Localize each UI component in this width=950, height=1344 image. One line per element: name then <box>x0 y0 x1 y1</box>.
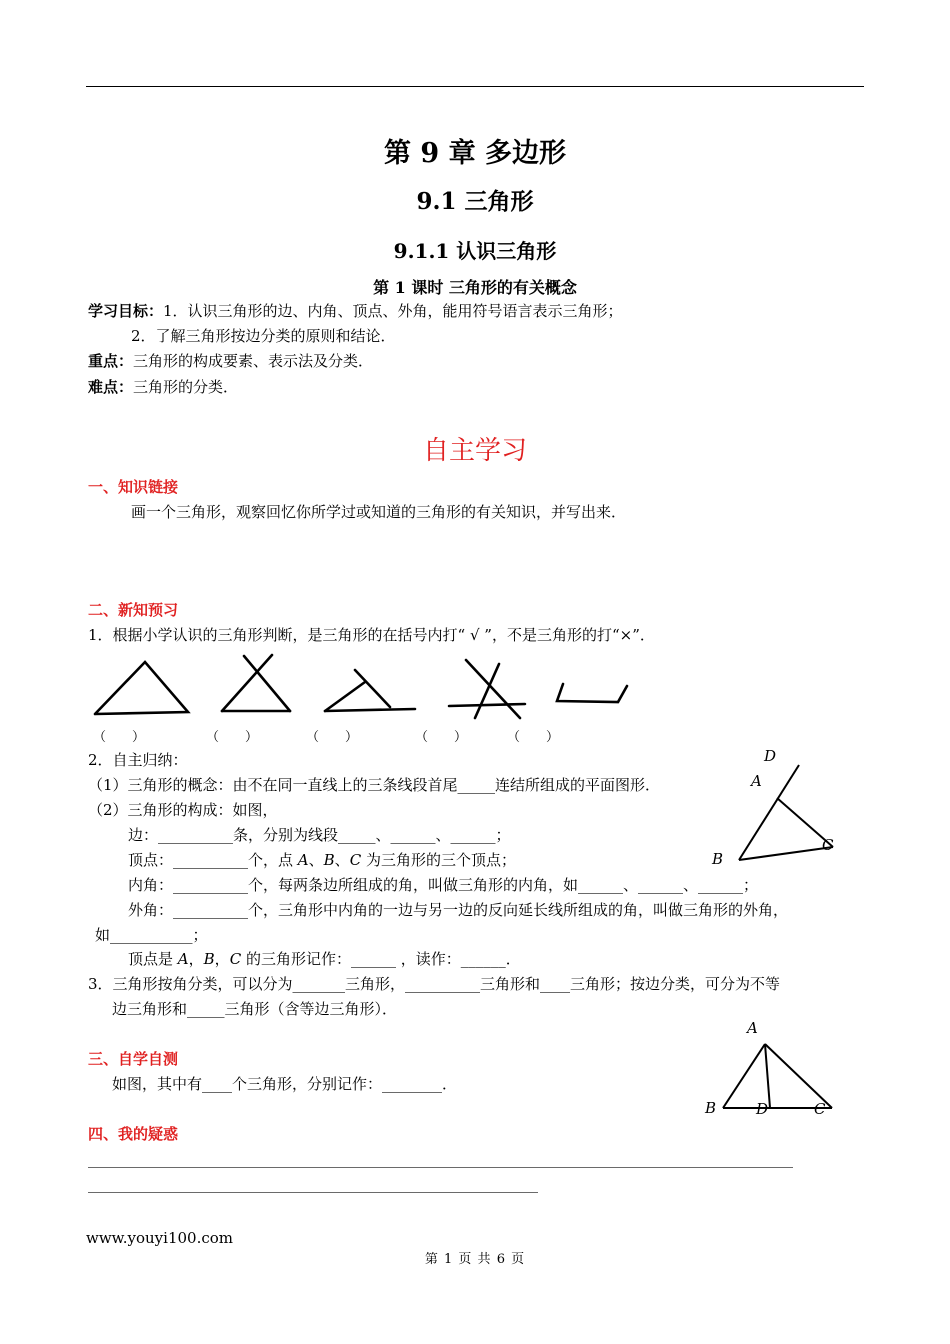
difficult-text: 三角形的分类． <box>133 378 239 396</box>
footer-page-number: 第 1 页 共 6 页 <box>424 1252 526 1267</box>
objective-2: 2．了解三角形按边分类的原则和结论． <box>131 327 396 345</box>
fig1-label-b: B <box>712 850 724 868</box>
part3-title: 三、自学自测 <box>88 1050 179 1068</box>
interior-angle-line: 内角：__________个，每两条边所组成的角，叫做三角形的内角，如______、______、______； <box>128 876 759 894</box>
footer-url: www.youyi100.com <box>86 1229 233 1247</box>
paren-3: （ ） <box>306 730 359 745</box>
chapter-title: 第 9 章 多边形 <box>384 138 566 169</box>
vertex-text-b: 为三角形的三个顶点； <box>361 851 516 869</box>
question-2-2: （2）三角形的构成：如图， <box>88 801 278 819</box>
fig2-label-d: D <box>756 1100 769 1118</box>
fig2-label-b: B <box>705 1099 717 1117</box>
question-1: 1．根据小学认识的三角形判断，是三角形的在括号内打“ √ ”，不是三角形的打“×”． <box>88 626 655 644</box>
edge-line: 边：__________条，分别为线段_____、______、______； <box>128 826 511 844</box>
part3-text: 如图，其中有____个三角形，分别记作：________． <box>112 1075 458 1093</box>
notation-line: 顶点是 A，B，C 的三角形记作：______ ，读作：______． <box>128 950 521 968</box>
fig1-label-a: A <box>751 772 762 790</box>
section-title: 9.1 三角形 <box>416 188 534 215</box>
subsection-title: 9.1.1 认识三角形 <box>393 239 557 263</box>
doubt-line-2: ____________________________________________________________ <box>88 1175 538 1193</box>
difficult-label: 难点： <box>88 378 134 396</box>
part2-title: 二、新知预习 <box>88 601 179 619</box>
fig1-label-d: D <box>764 747 777 765</box>
self-study-heading: 自主学习 <box>422 436 527 466</box>
objectives-label: 学习目标： <box>88 302 164 320</box>
part1-title: 一、知识链接 <box>88 478 179 496</box>
key-label: 重点： <box>88 352 134 370</box>
paren-2: （ ） <box>206 730 259 745</box>
fig2-label-c: C <box>814 1100 826 1118</box>
vertex-line: 顶点：__________个，点 A、B、C 为三角形的三个顶点； <box>128 851 516 869</box>
key-text: 三角形的构成要素、表示法及分类． <box>133 352 374 370</box>
lesson-title: 第 1 课时 三角形的有关概念 <box>373 278 577 297</box>
question-2: 2．自主归纳： <box>88 751 188 769</box>
notation-text-b: 的三角形记作：______ ，读作：______． <box>241 950 521 968</box>
part4-title: 四、我的疑惑 <box>88 1125 179 1143</box>
doubt-line-1: ______________________________________________________________________________________________ <box>88 1150 793 1168</box>
fig1-label-c: C <box>822 836 834 854</box>
exterior-angle-line: 外角：__________个，三角形中内角的一边与另一边的反向延长线所组成的角，叫做三角形的外角， <box>128 901 789 919</box>
question-3-line1: 3．三角形按角分类，可以分为_______三角形，__________三角形和____三角形；按边分类，可分为不等 <box>88 975 781 993</box>
notation-text-a: 顶点是 <box>128 950 178 968</box>
vertex-text-a: 顶点：__________个，点 <box>128 851 298 869</box>
paren-1: （ ） <box>93 730 146 745</box>
exterior-angle-cont: 如___________； <box>95 926 208 944</box>
paren-5: （ ） <box>507 730 560 745</box>
part1-text: 画一个三角形，观察回忆你所学过或知道的三角形的有关知识，并写出来． <box>131 503 627 521</box>
question-3-line2: 边三角形和_____三角形（含等边三角形）． <box>112 1000 398 1018</box>
fig2-label-a: A <box>747 1019 758 1037</box>
objective-1: 1．认识三角形的边、内角、顶点、外角，能用符号语言表示三角形； <box>163 302 623 320</box>
question-2-1: （1）三角形的概念：由不在同一直线上的三条线段首尾_____连结所组成的平面图形． <box>88 776 661 794</box>
paren-4: （ ） <box>415 730 468 745</box>
